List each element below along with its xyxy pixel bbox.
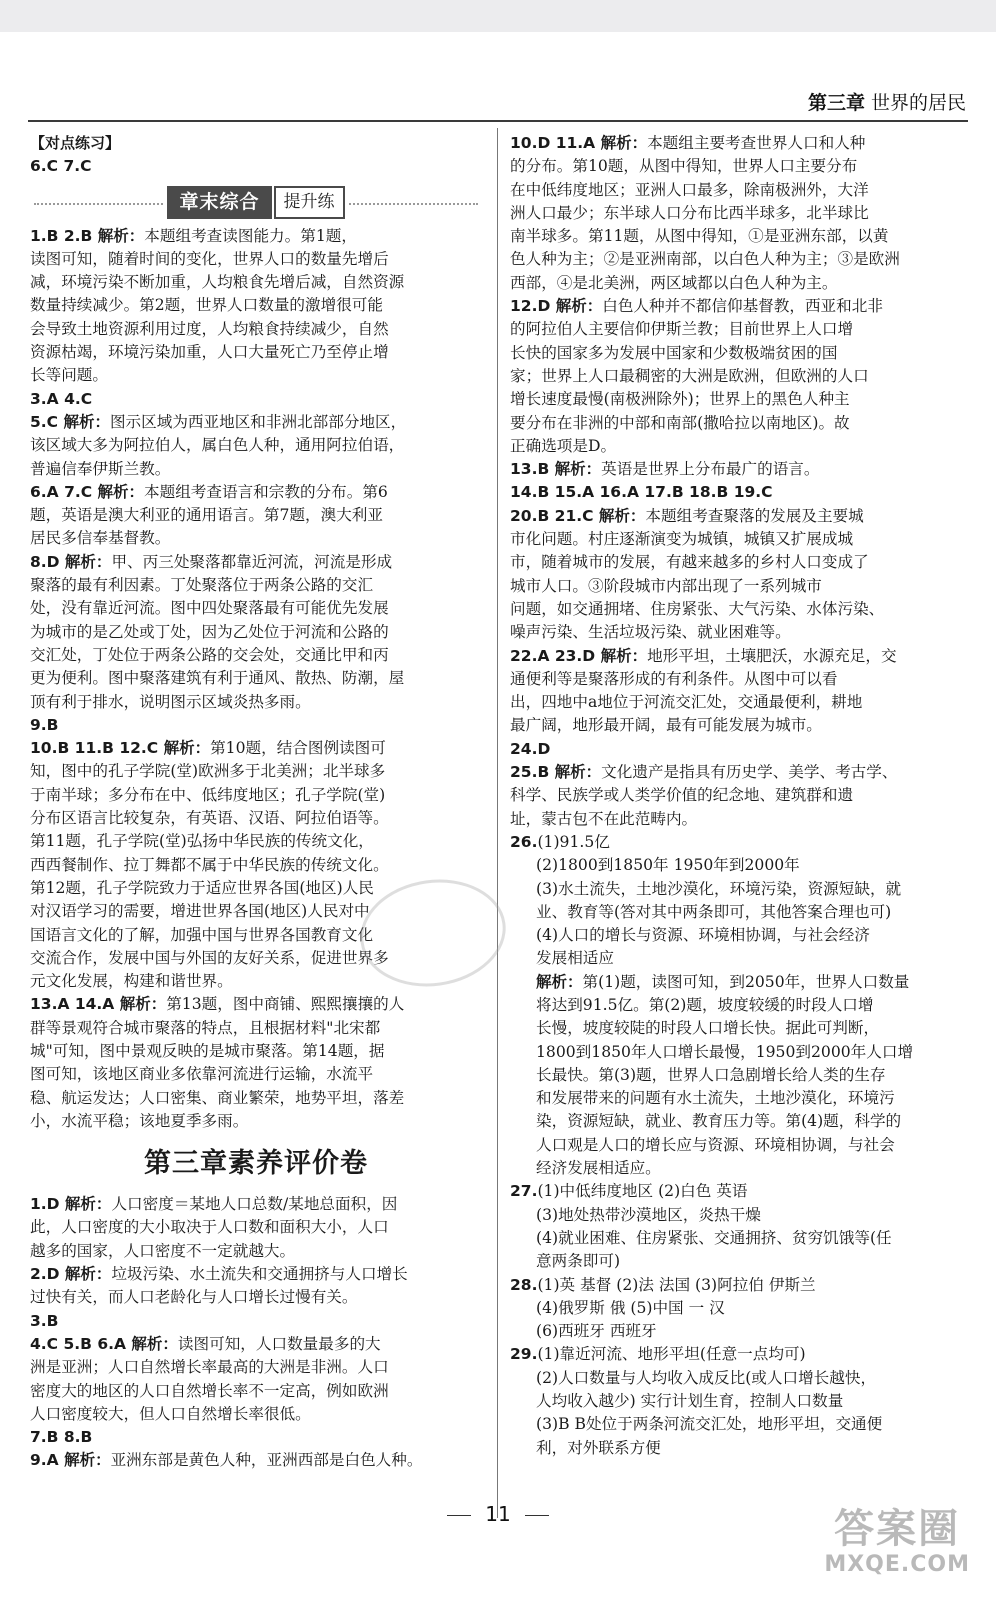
- answer-line: [30, 434, 482, 457]
- answer-line: [30, 504, 482, 527]
- answer-text: 文化遗产是指具有历史学、美学、考古学、: [601, 763, 898, 782]
- answer-text: (1)靠近河流、地形平坦(任意一点均可): [537, 1345, 806, 1364]
- answer-line: [30, 1216, 482, 1239]
- answer-key: 24.D: [510, 739, 551, 758]
- answer-text: 交流合作，发展中国与外国的友好关系，促进世界多: [30, 948, 389, 967]
- chapter-number: 第三章: [807, 92, 865, 114]
- answer-text: 图示区域为西亚地区和非洲北部部分地区，: [109, 412, 407, 431]
- answer-text: 元文化发展，构建和谐世界。: [30, 972, 233, 991]
- answer-line: [30, 830, 482, 853]
- answer-text: 址，蒙古包不在此范畴内。: [510, 809, 698, 828]
- answer-text: (3)地处热带沙漠地区，炎热干燥: [536, 1205, 761, 1224]
- answer-line: [30, 318, 482, 341]
- answer-text: 数量持续减少。第2题，世界人口数量的激增很可能: [30, 296, 383, 315]
- answer-text: 亚洲东部是黄色人种，亚洲西部是白色人种。: [110, 1451, 423, 1470]
- answer-line: [510, 318, 966, 341]
- section-answers: 6.C 7.C: [30, 157, 92, 176]
- chapter-header: [808, 88, 966, 115]
- answer-text: 最广阔，地形最开阔，最有可能发展为城市。: [510, 716, 822, 735]
- answer-text: 白色人种并不都信仰基督教，西亚和北非: [602, 297, 883, 316]
- answer-text: 洲是亚洲；人口自然增长率最高的大洲是非洲。人口: [30, 1358, 389, 1377]
- answer-line: [30, 737, 482, 760]
- watermark-brand: 答案圈: [834, 1506, 961, 1552]
- answer-text: 本题组主要考查世界人口和人种: [647, 134, 866, 152]
- answer-text: 第11题，孔子学院(堂)弘扬中华民族的传统文化，: [30, 832, 374, 851]
- answer-line: [30, 481, 482, 504]
- answer-text: 长等问题。: [30, 366, 108, 385]
- answer-line: [510, 528, 966, 551]
- answer-key: 10.B 11.B 12.C 解析：: [30, 739, 211, 758]
- answer-text: 南半球多。第11题，从图中得知，①是亚洲东部，以黄: [510, 227, 889, 246]
- column-divider: [497, 128, 498, 1518]
- answer-line: [510, 1180, 966, 1203]
- answer-key: 1.B 2.B 解析：: [30, 226, 145, 245]
- answer-text: 要分布在非洲的中部和南部(撒哈拉以南地区)。故: [510, 413, 850, 432]
- top-scan-band: [0, 0, 996, 32]
- answer-key: 9.A 解析：: [30, 1451, 111, 1470]
- answer-text: 人口密度＝某地人口总数/某地总面积，因: [111, 1195, 398, 1214]
- answer-line: [30, 1240, 482, 1263]
- answer-line: [30, 1403, 482, 1426]
- left-column: [30, 132, 482, 1473]
- answer-text: (2)1800到1850年 1950年到2000年: [536, 856, 800, 875]
- answer-line: [30, 248, 482, 271]
- answer-text: 城市人口。③阶段城市内部出现了一系列城市: [510, 576, 822, 595]
- answer-text: (2)人口数量与人均收入成反比(或人口增长越快，: [536, 1368, 877, 1387]
- answer-text: 西西餐制作、拉丁舞都不属于中华民族的传统文化。: [30, 855, 389, 874]
- answer-line: [30, 1286, 482, 1309]
- answer-text: 该区域大多为阿拉伯人，属白色人种，通用阿拉伯语，: [30, 436, 405, 455]
- answer-line: [510, 435, 966, 458]
- answer-text: 长慢，坡度较陡的时段人口增长快。据此可判断，: [536, 1019, 880, 1038]
- answer-text: (1)中低纬度地区 (2)白色 英语: [537, 1182, 748, 1201]
- answer-key: 9.B: [30, 715, 59, 734]
- answer-line: [30, 597, 482, 620]
- answer-line: [510, 365, 966, 388]
- answer-key: 26.: [510, 832, 538, 851]
- answer-line: [510, 1064, 966, 1087]
- answer-text: 业、教育等(答对其中两条即可，其他答案合理也可): [536, 902, 892, 921]
- section-label: 【对点练习】: [30, 134, 121, 152]
- answer-text: 染，资源短缺，就业、教育压力等。第(4)题，科学的: [536, 1112, 902, 1131]
- answer-text: 为城市的是乙处或丁处，因为乙处位于河流和公路的: [30, 622, 389, 641]
- answer-text: 交汇处，丁处位于两条公路的交会处，交通比甲和丙: [30, 645, 389, 664]
- header-rule: [28, 120, 968, 122]
- answer-line: [510, 1134, 966, 1157]
- answer-text: 此，人口密度的大小取决于人口数和面积大小，人口: [30, 1218, 389, 1237]
- answer-line: [510, 388, 966, 411]
- answer-line: [510, 621, 966, 644]
- answer-line: [30, 294, 482, 317]
- answer-line: [30, 1449, 482, 1472]
- answer-text: 色人种为主；②是亚洲南部，以白色人种为主；③是欧洲: [510, 250, 900, 269]
- answer-line: [510, 575, 966, 598]
- answer-text: 知，图中的孔子学院(堂)欧洲多于北美洲；北半球多: [30, 762, 386, 781]
- answer-text: 人口观是人口的增长应与资源、环境相协调，与社会: [536, 1135, 895, 1154]
- answer-text: 图可知，该地区商业多依靠河流进行运输，水流平: [30, 1065, 374, 1084]
- answer-line: [510, 1110, 966, 1133]
- answer-text: 问题，如交通拥堵、住房紧张、大气污染、水体污染、: [510, 599, 885, 618]
- answer-key: 3.A 4.C: [30, 389, 93, 408]
- answer-line: [510, 1367, 966, 1390]
- answer-text: 西部，④是北美洲，两区域都以白色人种为主。: [510, 273, 838, 292]
- answer-line: [510, 1390, 966, 1413]
- answer-text: 科学、民族学或人类学价值的纪念地、建筑群和遗: [510, 786, 854, 805]
- answer-text: 居民多信奉基督教。: [30, 529, 171, 548]
- answer-text: 对汉语学习的需要，增进世界各国(地区)人民对中: [30, 902, 370, 921]
- answer-text: 第13题，图中商铺、熙熙攘攘的人: [166, 995, 405, 1014]
- answer-text: 于南半球；多分布在中、低纬度地区；孔子学院(堂): [30, 785, 386, 804]
- answer-text: (3)B B处位于两条河流交汇处，地形平坦，交通便: [536, 1415, 883, 1434]
- answer-key: 6.A 7.C 解析：: [30, 482, 145, 501]
- answer-line: [510, 1320, 966, 1343]
- answer-line: [510, 1437, 966, 1460]
- answer-line: [30, 411, 482, 434]
- answer-text: 群等景观符合城市聚落的特点，且根据材料"北宋都: [30, 1018, 381, 1037]
- answer-text: (1)英 基督 (2)法 法国 (3)阿拉伯 伊斯兰: [537, 1275, 816, 1294]
- answer-line: [510, 1017, 966, 1040]
- right-column: [510, 132, 966, 1460]
- answer-line: [30, 714, 482, 737]
- answer-key: 8.D 解析：: [30, 552, 112, 571]
- answer-text: 第(1)题，读图可知，到2050年，世界人口数量: [582, 972, 910, 991]
- answer-line: [30, 1063, 482, 1086]
- answer-line: [510, 1343, 966, 1366]
- answer-text: 正确选项是D。: [510, 436, 617, 455]
- answer-text: 资源枯竭，环境污染加重，人口大量死亡乃至停止增: [30, 343, 389, 362]
- answer-line: [510, 668, 966, 691]
- watermark-logo: [824, 1506, 970, 1577]
- answer-key: 2.D 解析：: [30, 1265, 112, 1284]
- answer-key: 29.: [510, 1345, 538, 1364]
- answer-line: [510, 1250, 966, 1273]
- answer-text: 聚落的最有利因素。丁处聚落位于两条公路的交汇: [30, 576, 374, 595]
- answer-text: 地形平坦，土壤肥沃，水源充足，交: [647, 646, 897, 665]
- chapter-title: 世界的居民: [870, 92, 966, 114]
- answer-line: [30, 574, 482, 597]
- answer-line: [510, 225, 966, 248]
- answer-line: [510, 645, 966, 668]
- answer-text: 国语言文化的了解，加强中国与世界各国教育文化: [30, 925, 374, 944]
- answer-text: (1)91.5亿: [537, 832, 610, 851]
- answer-text: 会导致土地资源利用过度，人均粮食持续减少，自然: [30, 319, 389, 338]
- answer-text: 的分布。第10题，从图中得知，世界人口主要分布: [510, 157, 858, 176]
- answer-text: 越多的国家，人口密度不一定就越大。: [30, 1241, 296, 1260]
- answer-line: [30, 551, 482, 574]
- answer-line: [30, 807, 482, 830]
- answer-text: (6)西班牙 西班牙: [536, 1322, 657, 1341]
- answer-text: 的阿拉伯人主要信仰伊斯兰教；目前世界上人口增: [510, 320, 854, 339]
- answer-line: [30, 667, 482, 690]
- answer-line: [510, 1274, 966, 1297]
- answer-line: [30, 1040, 482, 1063]
- answer-line: [510, 1157, 966, 1180]
- answer-line: [30, 1087, 482, 1110]
- answer-line: [30, 388, 482, 411]
- banner-main-label: 章末综合: [167, 186, 271, 219]
- answer-text: 更为便利。图中聚落建筑有利于通风、散热、防潮，屋: [30, 669, 405, 688]
- answer-text: 本题组考查读图能力。第1题，: [144, 226, 357, 245]
- answer-text: 长快的国家多为发展中国家和少数极端贫困的国: [510, 343, 838, 362]
- answer-text: 普遍信奉伊斯兰教。: [30, 459, 171, 478]
- answer-line: [510, 1297, 966, 1320]
- answer-line: [30, 993, 482, 1016]
- answer-text: 本题组考查聚落的发展及主要城: [645, 506, 864, 525]
- answer-line: [30, 458, 482, 481]
- answer-line: [510, 691, 966, 714]
- answer-line: [30, 341, 482, 364]
- answer-line: [510, 994, 966, 1017]
- answer-text: 人口密度较大，但人口自然增长率很低。: [30, 1404, 311, 1423]
- answer-line: [30, 527, 482, 550]
- answer-text: 第10题，结合图例读图可: [210, 739, 386, 758]
- answer-line: [30, 225, 482, 248]
- answer-line: [510, 295, 966, 318]
- answer-key: 13.A 14.A 解析：: [30, 995, 167, 1014]
- answer-line: [510, 971, 966, 994]
- answer-key: 5.C 解析：: [30, 412, 110, 431]
- answer-text: 甲、丙三处聚落都靠近河流，河流是形成: [111, 552, 393, 571]
- answer-text: 处，没有靠近河流。图中四处聚落最有可能优先发展: [30, 599, 389, 618]
- answer-line: [30, 854, 482, 877]
- answer-key: 解析：: [536, 972, 583, 991]
- answer-line: [30, 1380, 482, 1403]
- answer-key: 25.B 解析：: [510, 763, 602, 782]
- left-answer-list: [30, 225, 482, 1134]
- answer-line: [30, 1356, 482, 1379]
- answer-line: [510, 1413, 966, 1436]
- answer-line: [510, 854, 966, 877]
- answer-text: (4)人口的增长与资源、环境相协调，与社会经济: [536, 926, 870, 945]
- answer-text: 出，四地中a地位于河流交汇处，交通最便利，耕地: [510, 693, 863, 712]
- answer-line: [510, 481, 966, 504]
- answer-line: [30, 364, 482, 387]
- banner-sub-label: 提升练: [274, 186, 345, 219]
- answer-text: (3)水土流失，土地沙漠化，环境污染，资源短缺，就: [536, 879, 902, 898]
- answer-line: [510, 598, 966, 621]
- answer-key: 28.: [510, 1275, 538, 1294]
- answer-line: [510, 551, 966, 574]
- answer-text: 市化问题。村庄逐渐演变为城镇，城镇又扩展成城: [510, 530, 854, 549]
- answer-text: 洲人口最少；东半球人口分布比西半球多，北半球比: [510, 203, 869, 222]
- assessment-answer-list: [30, 1193, 482, 1473]
- answer-text: 城"可知，图中景观反映的是城市聚落。第14题，据: [30, 1041, 385, 1060]
- answer-line: [510, 901, 966, 924]
- answer-line: [510, 179, 966, 202]
- assessment-title: 第三章素养评价卷: [144, 1148, 368, 1180]
- answer-line: [30, 1263, 482, 1286]
- answer-line: [510, 808, 966, 831]
- answer-line: [510, 248, 966, 271]
- answer-line: [510, 831, 966, 854]
- answer-text: 在中低纬度地区；亚洲人口最多，除南极洲外，大洋: [510, 180, 869, 199]
- answer-key: 7.B 8.B: [30, 1428, 93, 1447]
- answer-key: 3.B: [30, 1311, 59, 1330]
- answer-line: [510, 924, 966, 947]
- answer-line: [510, 947, 966, 970]
- answer-line: [510, 202, 966, 225]
- answer-line: [510, 458, 966, 481]
- answer-line: [510, 132, 966, 155]
- answer-text: 小，水流平稳；该地夏季多雨。: [30, 1111, 249, 1130]
- answer-line: [510, 761, 966, 784]
- answer-key: 14.B 15.A 16.A 17.B 18.B 19.C: [510, 483, 773, 502]
- answer-line: [510, 738, 966, 761]
- answer-text: 分布区语言比较复杂，有英语、汉语、阿拉伯语等。: [30, 809, 389, 828]
- answer-key: 22.A 23.D 解析：: [510, 646, 648, 665]
- answer-text: 增长速度最慢(南极洲除外)；世界上的黑色人种主: [510, 390, 850, 409]
- answer-line: [30, 644, 482, 667]
- answer-text: (4)俄罗斯 俄 (5)中国 一 汉: [536, 1298, 725, 1317]
- answer-text: 经济发展相适应。: [536, 1159, 661, 1178]
- answer-line: [510, 505, 966, 528]
- answer-line: [30, 1333, 482, 1356]
- answer-text: 人均收入越少) 实行计划生育，控制人口数量: [536, 1392, 844, 1411]
- answer-text: 将达到91.5亿。第(2)题，坡度较缓的时段人口增: [536, 995, 874, 1014]
- answer-text: 读图可知，人口数量最多的大: [177, 1334, 381, 1353]
- answer-text: 噪声污染、生活垃圾污染、就业困难等。: [510, 623, 791, 642]
- answer-line: [510, 1087, 966, 1110]
- answer-line: [30, 1193, 482, 1216]
- answer-line: [30, 1310, 482, 1333]
- answer-text: 本题组考查语言和宗教的分布。第6: [144, 482, 388, 501]
- answer-line: [30, 1110, 482, 1133]
- answer-line: [30, 760, 482, 783]
- answer-key: 20.B 21.C 解析：: [510, 506, 646, 525]
- answer-key: 10.D 11.A 解析：: [510, 134, 648, 152]
- answer-text: 和发展带来的问题有水土流失，土地沙漠化，环境污: [536, 1089, 895, 1108]
- answer-text: 垃圾污染、水土流失和交通拥挤与人口增长: [111, 1265, 408, 1284]
- answer-key: 12.D 解析：: [510, 297, 603, 316]
- answer-text: 长最快。第(3)题，世界人口急剧增长给人类的生存: [536, 1065, 886, 1084]
- answer-line: [30, 784, 482, 807]
- answer-text: 利，对外联系方便: [536, 1438, 661, 1457]
- answer-line: [510, 1041, 966, 1064]
- answer-line: [30, 271, 482, 294]
- answer-key: 1.D 解析：: [30, 1195, 112, 1214]
- answer-text: 市，随着城市的发展，有越来越多的乡村人口变成了: [510, 553, 869, 572]
- answer-line: [30, 621, 482, 644]
- answer-text: (4)就业困难、住房紧张、交通拥挤、贫穷饥饿等(任: [536, 1228, 892, 1247]
- answer-text: 家；世界上人口最稠密的大洲是欧洲，但欧洲的人口: [510, 366, 869, 385]
- answer-text: 稳、航运发达；人口密集、商业繁荣，地势平坦，落差: [30, 1088, 405, 1107]
- answer-line: [30, 691, 482, 714]
- answer-line: [30, 1017, 482, 1040]
- answer-text: 减，环境污染不断加重，人均粮食先增后减，自然资源: [30, 273, 405, 292]
- watermark-url: MXQE.COM: [824, 1552, 970, 1577]
- answer-text: 第12题，孔子学院致力于适应世界各国(地区)人民: [30, 878, 374, 897]
- answer-text: 题，英语是澳大利亚的通用语言。第7题，澳大利亚: [30, 506, 383, 525]
- answer-text: 密度大的地区的人口自然增长率不一定高，例如欧洲: [30, 1381, 389, 1400]
- answer-key: 27.: [510, 1182, 538, 1201]
- answer-line: [510, 155, 966, 178]
- answer-line: [510, 878, 966, 901]
- answer-text: 读图可知，随着时间的变化，世界人口的数量先增后: [30, 249, 389, 268]
- answer-text: 意两条即可): [536, 1252, 621, 1271]
- answer-line: [510, 1204, 966, 1227]
- answer-line: [510, 412, 966, 435]
- answer-line: [510, 272, 966, 295]
- chapter-summary-banner: [30, 183, 482, 223]
- answer-line: [510, 342, 966, 365]
- page-number-value: 11: [485, 1502, 511, 1526]
- answer-text: 1800到1850年人口增长最慢，1950到2000年人口增: [536, 1042, 914, 1061]
- answer-line: [510, 784, 966, 807]
- answer-text: 通便利等是聚落形成的有利条件。从图中可以看: [510, 669, 838, 688]
- answer-key: 4.C 5.B 6.A 解析：: [30, 1334, 178, 1353]
- answer-text: 过快有关，而人口老龄化与人口增长过慢有关。: [30, 1288, 358, 1307]
- answer-text: 英语是世界上分布最广的语言。: [601, 460, 820, 479]
- answer-key: 13.B 解析：: [510, 460, 602, 479]
- answer-line: [510, 1227, 966, 1250]
- right-answer-list: [510, 132, 966, 1460]
- answer-text: 顶有利于排水，说明图示区域炎热多雨。: [30, 692, 311, 711]
- answer-line: [510, 714, 966, 737]
- answer-line: [30, 1426, 482, 1449]
- answer-text: 发展相适应: [536, 949, 614, 968]
